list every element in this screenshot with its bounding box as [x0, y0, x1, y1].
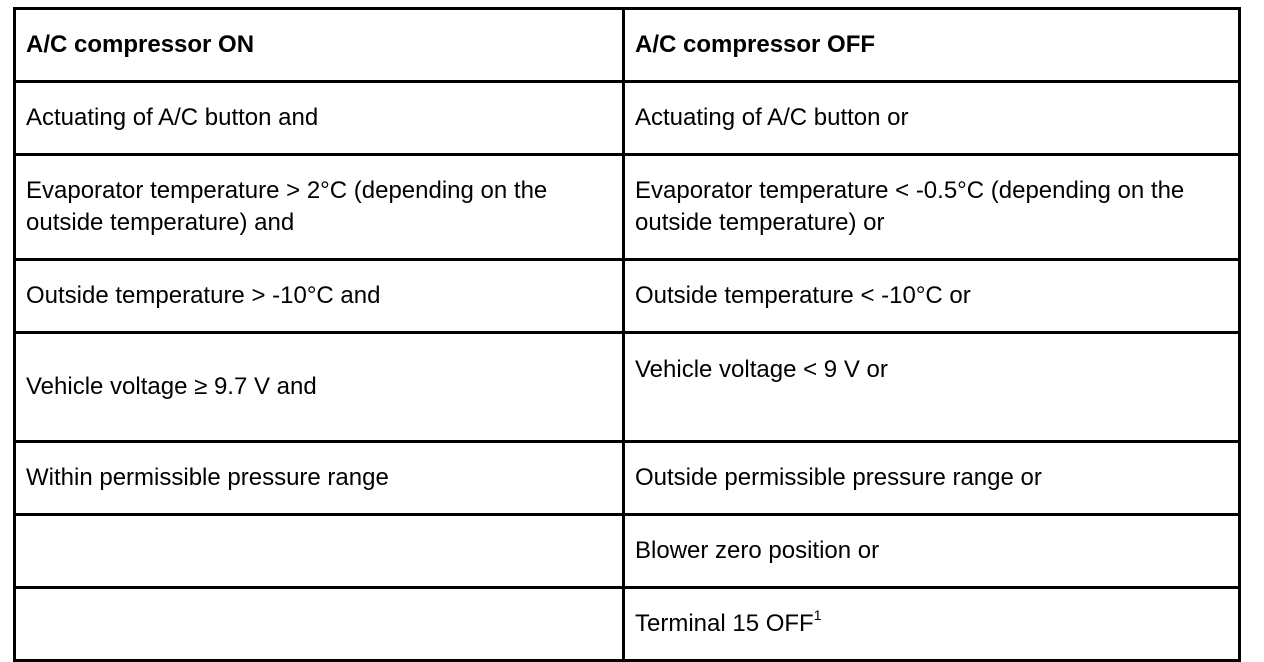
cell-on-condition: Actuating of A/C button and	[15, 82, 624, 155]
cell-off-condition: Outside permissible pressure range or	[624, 442, 1240, 515]
table-row	[15, 588, 1240, 661]
compressor-conditions-table	[13, 7, 1241, 662]
cell-on-condition: Vehicle voltage ≥ 9.7 V and	[15, 333, 624, 442]
table-row	[15, 82, 1240, 155]
cell-off-condition: Vehicle voltage < 9 V or	[624, 333, 1240, 442]
cell-on-condition: Outside temperature > -10°C and	[15, 260, 624, 333]
cell-off-condition: Outside temperature < -10°C or	[624, 260, 1240, 333]
table-row	[15, 442, 1240, 515]
cell-off-condition: Evaporator temperature < -0.5°C (depending on the outside temperature) or	[624, 155, 1240, 260]
cell-off-condition	[624, 588, 1240, 661]
header-compressor-off: A/C compressor OFF	[624, 9, 1240, 82]
terminal-15-text: Terminal 15 OFF	[635, 610, 814, 637]
cell-off-condition: Actuating of A/C button or	[624, 82, 1240, 155]
header-compressor-on: A/C compressor ON	[15, 9, 624, 82]
table-header-row	[15, 9, 1240, 82]
cell-off-condition: Blower zero position or	[624, 515, 1240, 588]
compressor-conditions-table-container	[13, 7, 1238, 662]
cell-on-condition	[15, 588, 624, 661]
footnote-marker: 1	[813, 607, 822, 623]
table-row	[15, 260, 1240, 333]
table-row	[15, 155, 1240, 260]
table-row	[15, 333, 1240, 442]
cell-on-condition	[15, 515, 624, 588]
table-row	[15, 515, 1240, 588]
cell-on-condition: Within permissible pressure range	[15, 442, 624, 515]
cell-on-condition: Evaporator temperature > 2°C (depending on the outside temperature) and	[15, 155, 624, 260]
